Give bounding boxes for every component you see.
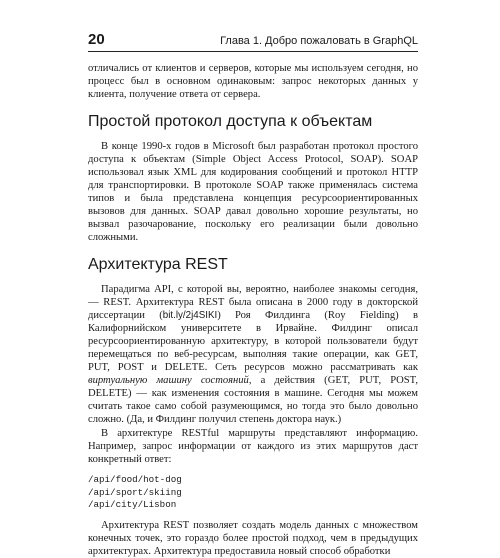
code-line: /api/sport/skiing [88,486,182,498]
code-block [88,474,418,512]
rest-p1-italic-term: виртуальную машину состояний [88,375,249,386]
rest-paragraph-2: В архитектуре RESTful маршруты представляют информацию. Например, запрос информации от каждого из этих маршрутов даст конкретный ответ: [88,428,418,465]
soap-paragraph: В конце 1990-х годов в Microsoft был разработан протокол простого доступа к объектам (Simple Object Access Protocol, SOAP). SOAP использовал язык XML для кодирования сообщений и протокол HTTP для транспортировки. В протоколе SOAP также применялась система типов и была представлена концепция ресурсоориентированных вызовов для данных. SOAP давал довольно хорошие результаты, но вызвал разочарование, поскольку его реализации были довольно сложными. [88,141,418,243]
rest-p1-text-c: , а действия (GET, PUT, POST, DELETE) — как изменения состояния в машине. Сегодня мы можем считать такое само собой разумеющимся, но тогда это было довольно сложно. (Да, и Филдинг получил степень доктора наук.) [88,375,419,425]
dissertation-link[interactable]: bit.ly/2j4SIKI [162,310,218,321]
section-heading-soap: Простой протокол доступа к объектам [88,113,373,130]
code-line: /api/city/Lisbon [88,499,177,510]
section-heading-rest: Архитектура REST [88,256,228,273]
rest-p1-text-a: Парадигма API, с которой вы, вероятно, наиболее знакомы сегодня, — REST. Архитектура REST была описана в 2000 году в докторской диссертации ( [88,284,418,321]
intro-paragraph: отличались от клиентов и серверов, которые мы используем сегодня, но процесс был в основном одинаковым: запрос некоторых данных у клиента, получение ответа от сервера. [88,63,418,100]
page-number: 20 [88,31,105,48]
running-head: Глава 1. Добро пожаловать в GraphQL [220,35,418,47]
rest-p1-text-b: ) Роя Филдинга (Roy Fielding) в Калифорнийском университете в Ирвайне. Филдинг описал ресурсоориентированную архитектуру, в которой пользователи будут перемещаться по веб-ресурсам, выполняя такие операции, как GET, PUT, POST и DELETE. Сеть ресурсов можно рассматривать как [88,310,418,373]
page-content [88,62,418,558]
page-header [88,31,418,51]
rest-paragraph-3: Архитектура REST позволяет создать модель данных с множеством конечных точек, это гораздо более простой подход, чем в предыдущих архитектурах. Архитектура предоставила новый способ обработки [88,519,418,557]
header-rule [88,51,418,52]
code-line: /api/food/hot-dog [88,474,182,485]
rest-paragraph-1 [88,283,418,426]
